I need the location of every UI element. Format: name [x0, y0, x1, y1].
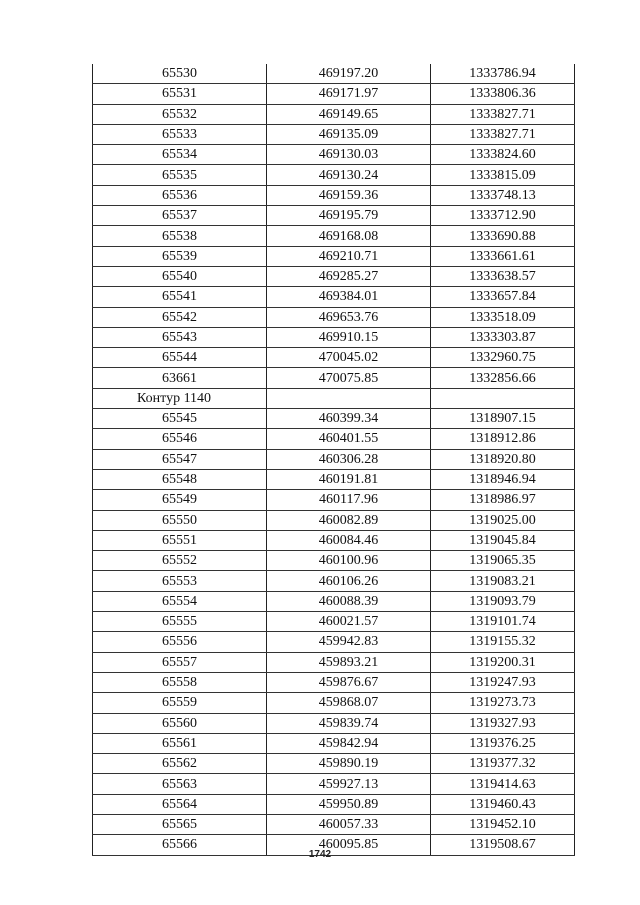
section-label: Контур 1140	[93, 388, 267, 408]
point-number-cell: 65544	[93, 348, 267, 368]
y-coordinate-cell: 1333806.36	[431, 84, 575, 104]
point-number-cell: 65550	[93, 510, 267, 530]
table-row	[93, 84, 575, 104]
table-row	[93, 246, 575, 266]
x-coordinate-cell: 459890.19	[267, 754, 431, 774]
table-row	[93, 145, 575, 165]
table-row	[93, 754, 575, 774]
point-number-cell: 65561	[93, 733, 267, 753]
x-coordinate-cell: 469197.20	[267, 64, 431, 84]
y-coordinate-cell: 1333824.60	[431, 145, 575, 165]
y-coordinate-cell: 1332960.75	[431, 348, 575, 368]
point-number-cell: 65546	[93, 429, 267, 449]
table-row	[93, 449, 575, 469]
x-coordinate-cell: 469171.97	[267, 84, 431, 104]
table-row	[93, 530, 575, 550]
point-number-cell: 65555	[93, 612, 267, 632]
x-coordinate-cell: 460306.28	[267, 449, 431, 469]
table-row	[93, 713, 575, 733]
x-coordinate-cell: 460095.85	[267, 835, 431, 855]
x-coordinate-cell: 459842.94	[267, 733, 431, 753]
x-coordinate-cell: 460057.33	[267, 814, 431, 834]
y-coordinate-cell: 1333661.61	[431, 246, 575, 266]
table-row	[93, 429, 575, 449]
y-coordinate-cell: 1333827.71	[431, 104, 575, 124]
point-number-cell: 65545	[93, 409, 267, 429]
table-row	[93, 794, 575, 814]
x-coordinate-cell: 469130.03	[267, 145, 431, 165]
y-coordinate-cell: 1319376.25	[431, 733, 575, 753]
empty-cell	[431, 388, 575, 408]
y-coordinate-cell: 1319155.32	[431, 632, 575, 652]
table-row	[93, 185, 575, 205]
x-coordinate-cell: 469168.08	[267, 226, 431, 246]
table-row	[93, 672, 575, 692]
y-coordinate-cell: 1332856.66	[431, 368, 575, 388]
x-coordinate-cell: 459876.67	[267, 672, 431, 692]
point-number-cell: 65556	[93, 632, 267, 652]
point-number-cell: 65554	[93, 591, 267, 611]
y-coordinate-cell: 1319083.21	[431, 571, 575, 591]
y-coordinate-cell: 1333827.71	[431, 124, 575, 144]
y-coordinate-cell: 1319101.74	[431, 612, 575, 632]
table-row	[93, 469, 575, 489]
table-row	[93, 551, 575, 571]
x-coordinate-cell: 459893.21	[267, 652, 431, 672]
table-row	[93, 104, 575, 124]
point-number-cell: 65565	[93, 814, 267, 834]
y-coordinate-cell: 1318907.15	[431, 409, 575, 429]
y-coordinate-cell: 1319327.93	[431, 713, 575, 733]
point-number-cell: 65539	[93, 246, 267, 266]
y-coordinate-cell: 1319093.79	[431, 591, 575, 611]
table-row	[93, 124, 575, 144]
x-coordinate-cell: 469653.76	[267, 307, 431, 327]
point-number-cell: 65536	[93, 185, 267, 205]
table-row	[93, 571, 575, 591]
x-coordinate-cell: 459942.83	[267, 632, 431, 652]
y-coordinate-cell: 1319200.31	[431, 652, 575, 672]
point-number-cell: 65552	[93, 551, 267, 571]
point-number-cell: 65530	[93, 64, 267, 84]
point-number-cell: 65557	[93, 652, 267, 672]
y-coordinate-cell: 1318920.80	[431, 449, 575, 469]
x-coordinate-cell: 460399.34	[267, 409, 431, 429]
x-coordinate-cell: 460082.89	[267, 510, 431, 530]
x-coordinate-cell: 459839.74	[267, 713, 431, 733]
point-number-cell: 65560	[93, 713, 267, 733]
x-coordinate-cell: 469210.71	[267, 246, 431, 266]
x-coordinate-cell: 469285.27	[267, 266, 431, 286]
y-coordinate-cell: 1319377.32	[431, 754, 575, 774]
x-coordinate-cell: 459950.89	[267, 794, 431, 814]
empty-cell	[267, 388, 431, 408]
x-coordinate-cell: 470075.85	[267, 368, 431, 388]
x-coordinate-cell: 460401.55	[267, 429, 431, 449]
table-row	[93, 774, 575, 794]
point-number-cell: 65563	[93, 774, 267, 794]
x-coordinate-cell: 459868.07	[267, 693, 431, 713]
table-row	[93, 287, 575, 307]
x-coordinate-cell: 469384.01	[267, 287, 431, 307]
x-coordinate-cell: 459927.13	[267, 774, 431, 794]
y-coordinate-cell: 1333638.57	[431, 266, 575, 286]
table-row	[93, 327, 575, 347]
y-coordinate-cell: 1333657.84	[431, 287, 575, 307]
table-row	[93, 64, 575, 84]
table-row	[93, 409, 575, 429]
point-number-cell: 65537	[93, 206, 267, 226]
y-coordinate-cell: 1318946.94	[431, 469, 575, 489]
y-coordinate-cell: 1333690.88	[431, 226, 575, 246]
x-coordinate-cell: 469135.09	[267, 124, 431, 144]
y-coordinate-cell: 1319508.67	[431, 835, 575, 855]
y-coordinate-cell: 1333303.87	[431, 327, 575, 347]
table-row	[93, 591, 575, 611]
point-number-cell: 65547	[93, 449, 267, 469]
table-row	[93, 814, 575, 834]
point-number-cell: 65564	[93, 794, 267, 814]
table-row	[93, 368, 575, 388]
point-number-cell: 65543	[93, 327, 267, 347]
table-row	[93, 612, 575, 632]
x-coordinate-cell: 469149.65	[267, 104, 431, 124]
table-row	[93, 652, 575, 672]
y-coordinate-cell: 1319247.93	[431, 672, 575, 692]
coordinates-table-body	[93, 64, 575, 855]
coordinates-table	[92, 64, 575, 856]
x-coordinate-cell: 469910.15	[267, 327, 431, 347]
y-coordinate-cell: 1333815.09	[431, 165, 575, 185]
point-number-cell: 65538	[93, 226, 267, 246]
y-coordinate-cell: 1318986.97	[431, 490, 575, 510]
table-row	[93, 226, 575, 246]
x-coordinate-cell: 460084.46	[267, 530, 431, 550]
table-row	[93, 165, 575, 185]
y-coordinate-cell: 1319460.43	[431, 794, 575, 814]
table-row	[93, 693, 575, 713]
point-number-cell: 65531	[93, 84, 267, 104]
y-coordinate-cell: 1333518.09	[431, 307, 575, 327]
table-row	[93, 266, 575, 286]
point-number-cell: 65541	[93, 287, 267, 307]
point-number-cell: 65548	[93, 469, 267, 489]
y-coordinate-cell: 1333786.94	[431, 64, 575, 84]
table-row	[93, 206, 575, 226]
point-number-cell: 65551	[93, 530, 267, 550]
table-row	[93, 510, 575, 530]
x-coordinate-cell: 469195.79	[267, 206, 431, 226]
point-number-cell: 65553	[93, 571, 267, 591]
point-number-cell: 65542	[93, 307, 267, 327]
y-coordinate-cell: 1319273.73	[431, 693, 575, 713]
y-coordinate-cell: 1319414.63	[431, 774, 575, 794]
point-number-cell: 65566	[93, 835, 267, 855]
table-row	[93, 348, 575, 368]
point-number-cell: 65549	[93, 490, 267, 510]
point-number-cell: 65532	[93, 104, 267, 124]
point-number-cell: 63661	[93, 368, 267, 388]
point-number-cell: 65540	[93, 266, 267, 286]
x-coordinate-cell: 460106.26	[267, 571, 431, 591]
page-number: 1742	[308, 849, 332, 860]
x-coordinate-cell: 460100.96	[267, 551, 431, 571]
x-coordinate-cell: 460117.96	[267, 490, 431, 510]
y-coordinate-cell: 1318912.86	[431, 429, 575, 449]
table-row	[93, 307, 575, 327]
table-row	[93, 733, 575, 753]
x-coordinate-cell: 460191.81	[267, 469, 431, 489]
section-header-row	[93, 388, 575, 408]
x-coordinate-cell: 469159.36	[267, 185, 431, 205]
y-coordinate-cell: 1333748.13	[431, 185, 575, 205]
table-row	[93, 490, 575, 510]
y-coordinate-cell: 1319025.00	[431, 510, 575, 530]
point-number-cell: 65562	[93, 754, 267, 774]
point-number-cell: 65534	[93, 145, 267, 165]
table-row	[93, 632, 575, 652]
y-coordinate-cell: 1319452.10	[431, 814, 575, 834]
x-coordinate-cell: 460021.57	[267, 612, 431, 632]
y-coordinate-cell: 1319065.35	[431, 551, 575, 571]
y-coordinate-cell: 1319045.84	[431, 530, 575, 550]
x-coordinate-cell: 469130.24	[267, 165, 431, 185]
point-number-cell: 65559	[93, 693, 267, 713]
point-number-cell: 65533	[93, 124, 267, 144]
point-number-cell: 65535	[93, 165, 267, 185]
x-coordinate-cell: 460088.39	[267, 591, 431, 611]
point-number-cell: 65558	[93, 672, 267, 692]
x-coordinate-cell: 470045.02	[267, 348, 431, 368]
y-coordinate-cell: 1333712.90	[431, 206, 575, 226]
